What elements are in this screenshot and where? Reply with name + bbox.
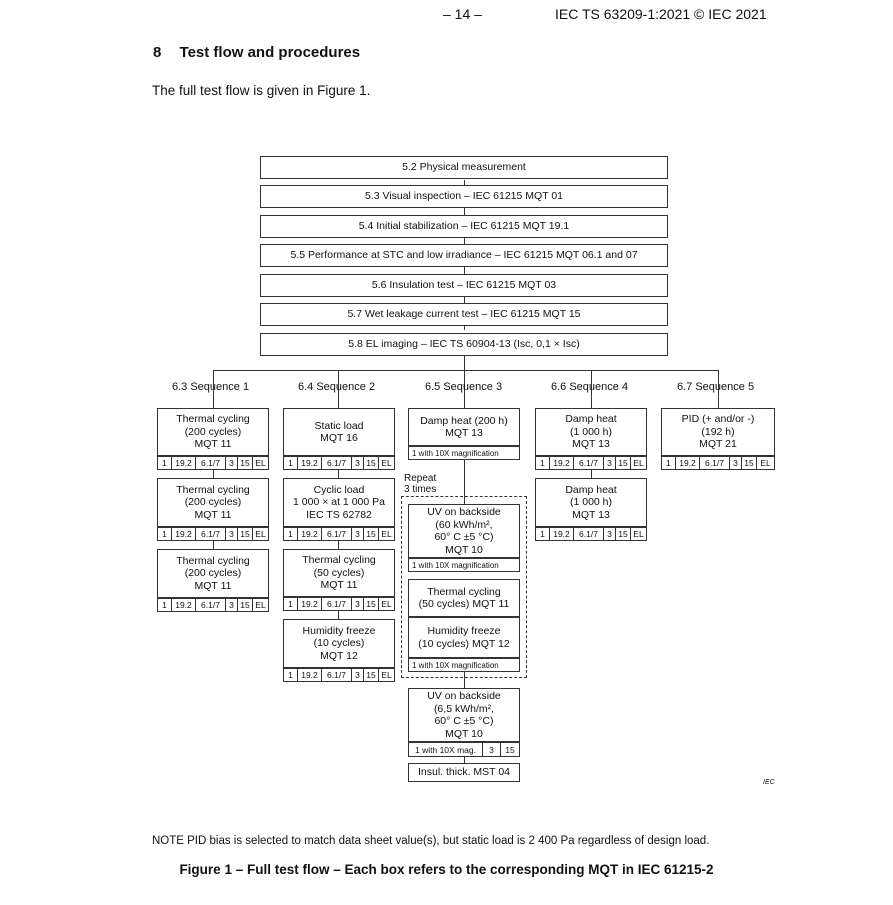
test-cell: 6.1/7: [700, 457, 730, 469]
test-cell: EL: [633, 529, 644, 539]
seq1-thermal-cycling-2: Thermal cycling (200 cycles) MQT 11: [157, 478, 269, 527]
page-number: – 14 –: [443, 6, 482, 22]
seq1-thermal-cycling-1: Thermal cycling (200 cycles) MQT 11: [157, 408, 269, 456]
branch-stem-line: [464, 356, 465, 370]
test-cell: EL: [255, 529, 266, 539]
test-cell: 19.2: [172, 528, 196, 540]
seq3-magnification-row: 1 with 10X magnification: [408, 558, 520, 572]
test-cell: 3: [483, 743, 501, 756]
test-cell: 15: [616, 528, 631, 540]
intro-paragraph: The full test flow is given in Figure 1.: [152, 83, 371, 98]
section-number: 8: [153, 44, 162, 61]
standard-reference: IEC TS 63209-1:2021 © IEC 2021: [555, 6, 767, 22]
test-cell: 19.2: [550, 528, 574, 540]
seq2-test-row: [283, 668, 395, 682]
test-cell: 19.2: [550, 457, 574, 469]
test-cell: 1: [284, 457, 298, 469]
iec-figure-mark: IEC: [763, 779, 775, 786]
test-cell: 3: [352, 669, 364, 681]
seq1-link: [213, 470, 214, 478]
test-cell: 3: [352, 528, 364, 540]
test-cell: 6.1/7: [196, 457, 226, 469]
test-cell: EL: [381, 529, 392, 539]
seq2-test-row: [283, 597, 395, 611]
test-cell: EL: [381, 670, 392, 680]
test-cell: 1: [158, 599, 172, 611]
test-cell: 1: [158, 457, 172, 469]
seq2-static-load: Static load MQT 16: [283, 408, 395, 456]
seq2-humidity-freeze: Humidity freeze (10 cycles) MQT 12: [283, 619, 395, 668]
step-physical-measurement: 5.2 Physical measurement: [260, 156, 668, 179]
seq2-link: [338, 470, 339, 478]
seq4-damp-heat-2: Damp heat (1 000 h) MQT 13: [535, 478, 647, 527]
step-el-imaging: 5.8 EL imaging – IEC TS 60904-13 (Isc, 0,1 × Isc): [260, 333, 668, 356]
test-cell: 15: [238, 528, 253, 540]
seq3-humidity-freeze: Humidity freeze (10 cycles) MQT 12: [408, 617, 520, 658]
seq3-magnification-row: 1 with 10X magnification: [408, 658, 520, 672]
figure-caption: Figure 1 – Full test flow – Each box refers to the corresponding MQT in IEC 61215-2: [179, 862, 714, 877]
test-cell: EL: [633, 458, 644, 468]
seq3-magnification-row: 1 with 10X magnification: [408, 446, 520, 460]
seq1-test-row: [157, 527, 269, 541]
test-cell: 6.1/7: [196, 528, 226, 540]
test-cell: 3: [352, 598, 364, 610]
seq5-pid: PID (+ and/or -) (192 h) MQT 21: [661, 408, 775, 456]
test-cell: 15: [238, 599, 253, 611]
test-cell: 3: [226, 457, 238, 469]
test-cell: 19.2: [172, 599, 196, 611]
sequence-5-label: 6.7 Sequence 5: [677, 381, 755, 393]
test-cell: 1: [284, 669, 298, 681]
test-cell: 15: [364, 457, 379, 469]
seq2-test-row: [283, 527, 395, 541]
seq5-test-row: [661, 456, 775, 470]
repeat-label: Repeat 3 times: [404, 473, 437, 495]
seq3-damp-heat: Damp heat (200 h) MQT 13: [408, 408, 520, 446]
test-cell: EL: [381, 599, 392, 609]
branch-bar-line: [213, 370, 718, 371]
seq2-link: [338, 611, 339, 619]
test-cell: 19.2: [676, 457, 700, 469]
sequence-3-label: 6.5 Sequence 3: [425, 381, 503, 393]
section-title: Test flow and procedures: [179, 44, 361, 61]
test-cell: 3: [352, 457, 364, 469]
test-cell: 3: [730, 457, 742, 469]
seq3-final-row: [408, 742, 520, 757]
test-cell: 19.2: [298, 669, 322, 681]
seq1-link: [213, 541, 214, 549]
seq1-test-row: [157, 456, 269, 470]
seq2-link: [338, 541, 339, 549]
test-cell: 3: [604, 457, 616, 469]
test-cell: 1 with 10X mag.: [409, 743, 483, 756]
test-cell: 6.1/7: [574, 528, 604, 540]
test-cell: EL: [381, 458, 392, 468]
test-cell: 6.1/7: [322, 457, 352, 469]
seq4-test-row: [535, 527, 647, 541]
test-cell: 1: [536, 457, 550, 469]
test-cell: 15: [616, 457, 631, 469]
seq2-test-row: [283, 456, 395, 470]
step-initial-stabilization: 5.4 Initial stabilization – IEC 61215 MQT 19.1: [260, 215, 668, 238]
seq3-insulation-thickness: Insul. thick. MST 04: [408, 763, 520, 782]
section-heading: [153, 44, 360, 61]
seq3-uv-backside-6-5: UV on backside (6,5 kWh/m², 60° C ±5 °C) MQT 10: [408, 688, 520, 742]
seq3-uv-backside-60: UV on backside (60 kWh/m², 60° C ±5 °C) MQT 10: [408, 504, 520, 558]
seq4-damp-heat-1: Damp heat (1 000 h) MQT 13: [535, 408, 647, 456]
test-cell: 15: [364, 528, 379, 540]
test-cell: EL: [255, 458, 266, 468]
test-cell: 3: [604, 528, 616, 540]
test-cell: 3: [226, 599, 238, 611]
test-cell: 1: [158, 528, 172, 540]
test-cell: 19.2: [172, 457, 196, 469]
seq4-test-row: [535, 456, 647, 470]
test-cell: 1: [284, 528, 298, 540]
step-insulation-test: 5.6 Insulation test – IEC 61215 MQT 03: [260, 274, 668, 297]
test-cell: 15: [364, 598, 379, 610]
seq3-thermal-cycling: Thermal cycling (50 cycles) MQT 11: [408, 579, 520, 617]
figure-note: NOTE PID bias is selected to match data sheet value(s), but static load is 2 400 Pa regardless of design load.: [152, 835, 710, 847]
step-performance-stc: 5.5 Performance at STC and low irradiance – IEC 61215 MQT 06.1 and 07: [260, 244, 668, 267]
seq2-thermal-cycling: Thermal cycling (50 cycles) MQT 11: [283, 549, 395, 597]
test-cell: EL: [760, 458, 771, 468]
sequence-1-label: 6.3 Sequence 1: [172, 381, 250, 393]
test-cell: 15: [742, 457, 757, 469]
test-cell: 1: [662, 457, 676, 469]
test-cell: 6.1/7: [574, 457, 604, 469]
sequence-4-label: 6.6 Sequence 4: [551, 381, 629, 393]
test-cell: 6.1/7: [196, 599, 226, 611]
step-visual-inspection: 5.3 Visual inspection – IEC 61215 MQT 01: [260, 185, 668, 208]
test-cell: 3: [226, 528, 238, 540]
test-cell: 6.1/7: [322, 669, 352, 681]
test-cell: 6.1/7: [322, 598, 352, 610]
seq4-link: [591, 470, 592, 478]
test-cell: 1: [284, 598, 298, 610]
test-cell: 19.2: [298, 457, 322, 469]
sequence-2-label: 6.4 Sequence 2: [298, 381, 376, 393]
seq1-test-row: [157, 598, 269, 612]
seq1-thermal-cycling-3: Thermal cycling (200 cycles) MQT 11: [157, 549, 269, 598]
test-cell: 15: [238, 457, 253, 469]
test-cell: 1: [536, 528, 550, 540]
test-cell: 19.2: [298, 598, 322, 610]
test-cell: 15: [505, 744, 515, 755]
seq2-cyclic-load: Cyclic load 1 000 × at 1 000 Pa IEC TS 62782: [283, 478, 395, 527]
step-wet-leakage: 5.7 Wet leakage current test – IEC 61215 MQT 15: [260, 303, 668, 326]
test-cell: 6.1/7: [322, 528, 352, 540]
test-cell: 15: [364, 669, 379, 681]
test-cell: EL: [255, 600, 266, 610]
test-cell: 19.2: [298, 528, 322, 540]
